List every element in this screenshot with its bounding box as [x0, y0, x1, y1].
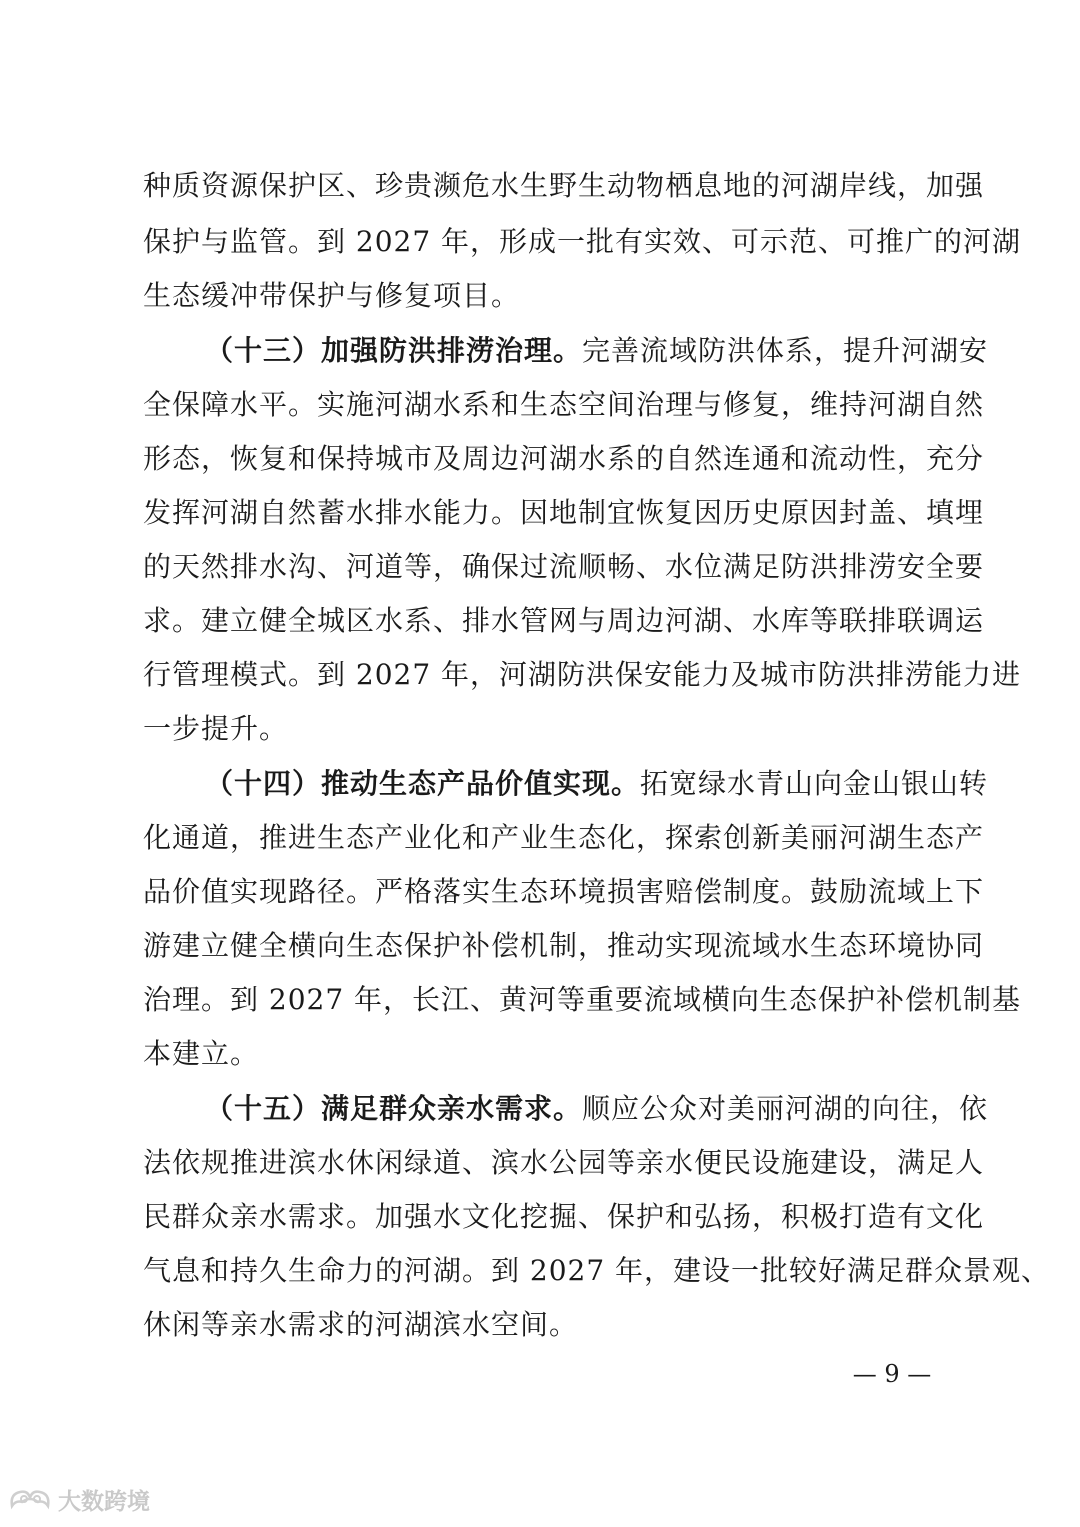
paragraph-first-line — [143, 331, 989, 371]
text-line: 全保障水平。实施河湖水系和生态空间治理与修复，维持河湖自然 — [143, 388, 985, 421]
paragraph-first-line — [143, 1089, 989, 1129]
watermark — [8, 1481, 150, 1517]
page-number: — 9 — — [852, 1360, 932, 1388]
text-line: 形态，恢复和保持城市及周边河湖水系的自然连通和流动性，充分 — [143, 442, 985, 475]
text-line: 民群众亲水需求。加强水文化挖掘、保护和弘扬，积极打造有文化 — [143, 1200, 985, 1233]
text-line: 游建立健全横向生态保护补偿机制，推动实现流域水生态环境协同 — [143, 929, 985, 962]
text-line: 品价值实现路径。严格落实生态环境损害赔偿制度。鼓励流域上下 — [143, 875, 985, 908]
text-line: 行管理模式。到 2027 年，河湖防洪保安能力及城市防洪排涝能力进 — [143, 658, 1022, 691]
text-line: 气息和持久生命力的河湖。到 2027 年，建设一批较好满足群众景观、 — [143, 1254, 1051, 1287]
text-run: 顺应公众对美丽河湖的向往，依 — [582, 1092, 989, 1125]
text-line: 休闲等亲水需求的河湖滨水空间。 — [143, 1308, 579, 1341]
text-line: 一步提升。 — [143, 712, 289, 745]
text-line: 求。建立健全城区水系、排水管网与周边河湖、水库等联排联调运 — [143, 604, 985, 637]
text-line: 治理。到 2027 年，长江、黄河等重要流域横向生态保护补偿机制基 — [143, 983, 1022, 1016]
section-heading: （十五）满足群众亲水需求。 — [205, 1092, 583, 1125]
watermark-text: 大数跨境 — [58, 1488, 150, 1515]
section-heading: （十四）推动生态产品价值实现。 — [205, 767, 641, 800]
text-line: 法依规推进滨水休闲绿道、滨水公园等亲水便民设施建设，满足人 — [143, 1146, 985, 1179]
paragraph-first-line — [143, 764, 989, 804]
section-heading: （十三）加强防洪排涝治理。 — [205, 334, 583, 367]
text-line: 本建立。 — [143, 1037, 260, 1070]
text-line: 保护与监管。到 2027 年，形成一批有实效、可示范、可推广的河湖 — [143, 225, 1022, 258]
logo-icon — [8, 1486, 54, 1512]
text-run: 完善流域防洪体系，提升河湖安 — [582, 334, 989, 367]
text-line: 化通道，推进生态产业化和产业生态化，探索创新美丽河湖生态产 — [143, 821, 985, 854]
text-line: 种质资源保护区、珍贵濒危水生野生动物栖息地的河湖岸线，加强 — [143, 169, 985, 202]
text-run: 拓宽绿水青山向金山银山转 — [640, 767, 989, 800]
text-line: 发挥河湖自然蓄水排水能力。因地制宜恢复因历史原因封盖、填埋 — [143, 496, 985, 529]
text-line: 生态缓冲带保护与修复项目。 — [143, 279, 521, 312]
text-line: 的天然排水沟、河道等，确保过流顺畅、水位满足防洪排涝安全要 — [143, 550, 985, 583]
